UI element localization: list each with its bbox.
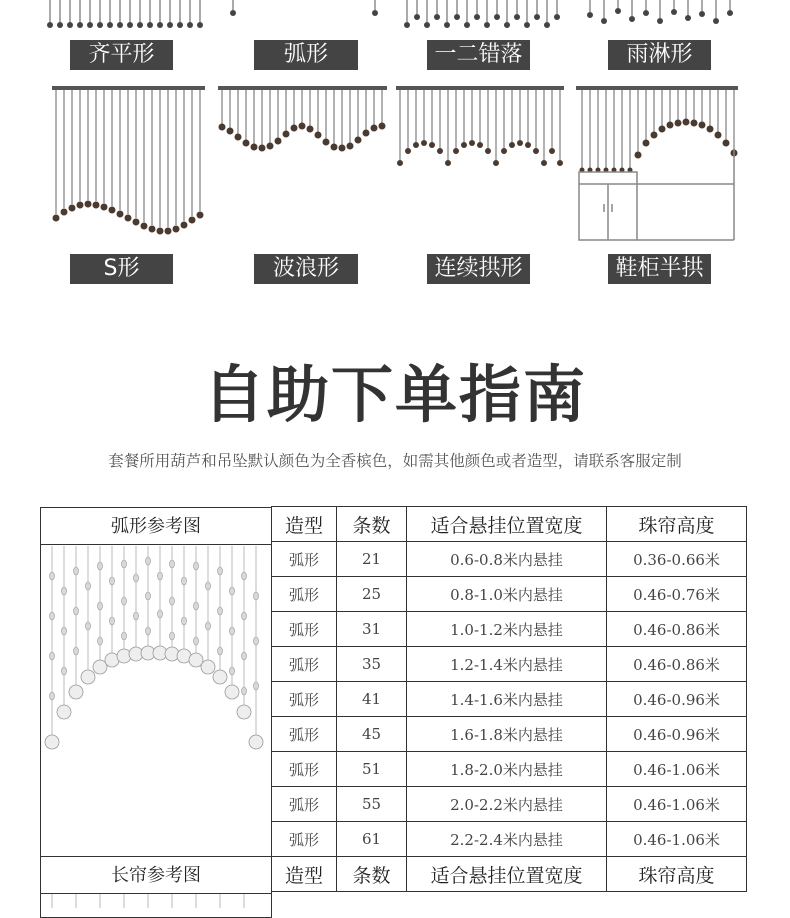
cell-shape: 弧形 [272, 647, 337, 682]
cell-height: 0.46-0.86米 [607, 612, 747, 647]
cell-count: 41 [337, 682, 407, 717]
cell-shape: 弧形 [272, 542, 337, 577]
shape-label-staggered: 一二错落 [427, 40, 530, 70]
cell-height: 0.46-1.06米 [607, 822, 747, 857]
shape-label-flat: 齐平形 [70, 40, 173, 70]
long-reference-title: 长帘参考图 [41, 857, 271, 894]
cell-width: 1.8-2.0米内悬挂 [407, 752, 607, 787]
page-subtitle: 套餐所用葫芦和吊坠默认颜色为全香槟色，如需其他颜色或者造型，请联系客服定制 [108, 452, 682, 470]
table-header-row [272, 507, 747, 542]
shape-illustration-flat [45, 0, 215, 32]
shape-illustration-cabinet-half-arch [576, 84, 746, 246]
table-row [272, 787, 747, 822]
table-row [272, 612, 747, 647]
page-title: 自助下单指南 [202, 358, 587, 431]
cell-shape: 弧形 [272, 682, 337, 717]
shape-illustration-rain [582, 0, 752, 28]
cell-height: 0.36-0.66米 [607, 542, 747, 577]
shape-label-s: S形 [70, 254, 173, 284]
header-count: 条数 [337, 857, 407, 892]
cell-count: 21 [337, 542, 407, 577]
header-height: 珠帘高度 [607, 507, 747, 542]
shape-illustration-staggered [402, 0, 572, 32]
shape-label-continuous-arch: 连续拱形 [427, 254, 530, 284]
shape-label-cabinet-half-arch: 鞋柜半拱 [608, 254, 711, 284]
table-header-row-2 [272, 857, 747, 892]
cell-width: 1.4-1.6米内悬挂 [407, 682, 607, 717]
cell-shape: 弧形 [272, 577, 337, 612]
cell-height: 0.46-0.96米 [607, 717, 747, 752]
cell-shape: 弧形 [272, 822, 337, 857]
cell-shape: 弧形 [272, 717, 337, 752]
cell-count: 45 [337, 717, 407, 752]
table-row [272, 752, 747, 787]
cell-height: 0.46-0.96米 [607, 682, 747, 717]
long-reference-box [40, 856, 272, 918]
header-count: 条数 [337, 507, 407, 542]
arc-reference-title: 弧形参考图 [41, 508, 271, 545]
table-row [272, 647, 747, 682]
cell-height: 0.46-0.86米 [607, 647, 747, 682]
cell-shape: 弧形 [272, 612, 337, 647]
long-reference-image [42, 894, 270, 908]
cell-width: 1.2-1.4米内悬挂 [407, 647, 607, 682]
cell-width: 1.0-1.2米内悬挂 [407, 612, 607, 647]
arc-reference-box [40, 507, 272, 857]
header-width: 适合悬挂位置宽度 [407, 857, 607, 892]
cell-shape: 弧形 [272, 752, 337, 787]
shape-label-arc: 弧形 [254, 40, 358, 70]
shape-illustration-arc [225, 0, 395, 22]
cell-count: 51 [337, 752, 407, 787]
cell-height: 0.46-1.06米 [607, 787, 747, 822]
table-row [272, 542, 747, 577]
header-shape: 造型 [272, 857, 337, 892]
cell-count: 35 [337, 647, 407, 682]
cell-count: 61 [337, 822, 407, 857]
shape-label-wave: 波浪形 [254, 254, 358, 284]
cell-width: 0.8-1.0米内悬挂 [407, 577, 607, 612]
cell-width: 2.0-2.2米内悬挂 [407, 787, 607, 822]
table-row [272, 577, 747, 612]
header-shape: 造型 [272, 507, 337, 542]
shape-illustration-wave [218, 84, 388, 159]
spec-table [271, 506, 747, 892]
shape-illustration-continuous-arch [396, 84, 566, 174]
cell-width: 1.6-1.8米内悬挂 [407, 717, 607, 752]
cell-shape: 弧形 [272, 787, 337, 822]
shape-illustration-s [52, 84, 222, 244]
table-row [272, 822, 747, 857]
cell-width: 0.6-0.8米内悬挂 [407, 542, 607, 577]
cell-count: 31 [337, 612, 407, 647]
shape-label-rain: 雨淋形 [608, 40, 711, 70]
header-height: 珠帘高度 [607, 857, 747, 892]
cell-height: 0.46-1.06米 [607, 752, 747, 787]
cell-width: 2.2-2.4米内悬挂 [407, 822, 607, 857]
cell-count: 25 [337, 577, 407, 612]
table-row [272, 682, 747, 717]
table-row [272, 717, 747, 752]
cell-height: 0.46-0.76米 [607, 577, 747, 612]
arc-reference-image [42, 546, 270, 846]
header-width: 适合悬挂位置宽度 [407, 507, 607, 542]
cell-count: 55 [337, 787, 407, 822]
